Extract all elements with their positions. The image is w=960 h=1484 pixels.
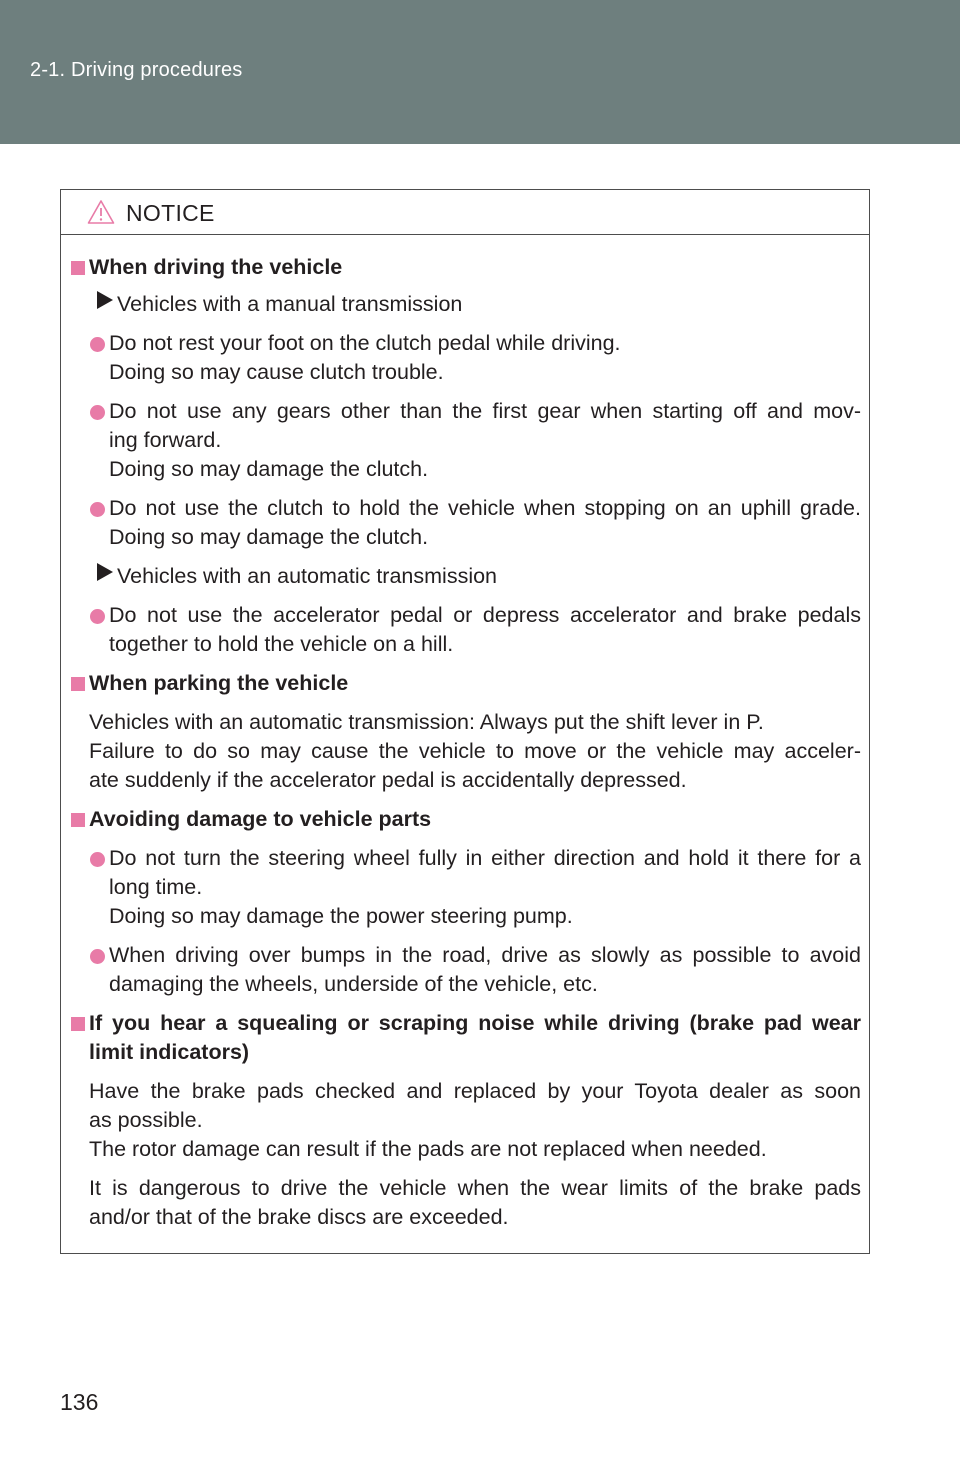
- section-marker-icon: [71, 677, 85, 691]
- section-marker-icon: [71, 1017, 85, 1031]
- bullet-icon: [90, 337, 105, 352]
- section-title: 2-1. Driving procedures: [30, 59, 243, 81]
- paragraph-text: It is dangerous to drive the vehicle when the wear limits of the brake pads: [89, 1176, 861, 1200]
- bullet-text: Do not rest your foot on the clutch pedal while driving.: [109, 331, 621, 355]
- bullet-text: damaging the wheels, underside of the vehicle, etc.: [109, 972, 598, 996]
- paragraph-text: The rotor damage can result if the pads are not replaced when needed.: [89, 1137, 767, 1161]
- bullet-text: Doing so may cause clutch trouble.: [109, 360, 444, 384]
- bullet-text: Do not use the accelerator pedal or depress accelerator and brake pedals: [109, 603, 861, 627]
- section-marker-icon: [71, 813, 85, 827]
- bullet-icon: [90, 502, 105, 517]
- paragraph-text: Vehicles with an automatic transmission: Always put the shift lever in P.: [89, 710, 764, 734]
- bullet-text: ing forward.: [109, 428, 222, 452]
- page-number: 136: [60, 1389, 99, 1415]
- paragraph-text: Failure to do so may cause the vehicle to move or the vehicle may acceler-: [89, 739, 861, 763]
- paragraph-text: and/or that of the brake discs are exceeded.: [89, 1205, 509, 1229]
- bullet-text: When driving over bumps in the road, drive as slowly as possible to avoid: [109, 943, 861, 967]
- bullet-icon: [90, 405, 105, 420]
- paragraph-text: as possible.: [89, 1108, 203, 1132]
- bullet-text: Doing so may damage the clutch.: [109, 525, 429, 549]
- section-heading: When driving the vehicle: [89, 255, 343, 279]
- page-header: [0, 0, 960, 144]
- bullet-icon: [90, 852, 105, 867]
- bullet-icon: [90, 949, 105, 964]
- subsection-label: Vehicles with a manual transmission: [117, 292, 463, 316]
- bullet-text: Do not use any gears other than the first gear when starting off and mov-: [109, 399, 861, 423]
- bullet-icon: [90, 609, 105, 624]
- bullet-text: together to hold the vehicle on a hill.: [109, 632, 454, 656]
- notice-header: [61, 190, 869, 235]
- notice-box: [60, 189, 870, 1254]
- section-heading: When parking the vehicle: [89, 671, 349, 695]
- bullet-text: Do not turn the steering wheel fully in either direction and hold it there for a: [109, 846, 861, 870]
- notice-label: NOTICE: [126, 200, 215, 226]
- bullet-text: Do not use the clutch to hold the vehicle when stopping on an uphill grade.: [109, 496, 861, 520]
- paragraph-text: Have the brake pads checked and replaced by your Toyota dealer as soon: [89, 1079, 861, 1103]
- section-heading: If you hear a squealing or scraping noise while driving (brake pad wear: [89, 1011, 861, 1035]
- warning-triangle-icon: [87, 199, 115, 225]
- section-heading: Avoiding damage to vehicle parts: [89, 807, 432, 831]
- subsection-label: Vehicles with an automatic transmission: [117, 564, 498, 588]
- bullet-text: Doing so may damage the power steering pump.: [109, 904, 573, 928]
- arrow-marker-icon: [97, 291, 113, 309]
- arrow-marker-icon: [97, 563, 113, 581]
- bullet-text: long time.: [109, 875, 203, 899]
- section-marker-icon: [71, 261, 85, 275]
- section-heading: limit indicators): [89, 1040, 250, 1064]
- bullet-text: Doing so may damage the clutch.: [109, 457, 429, 481]
- paragraph-text: ate suddenly if the accelerator pedal is accidentally depressed.: [89, 768, 687, 792]
